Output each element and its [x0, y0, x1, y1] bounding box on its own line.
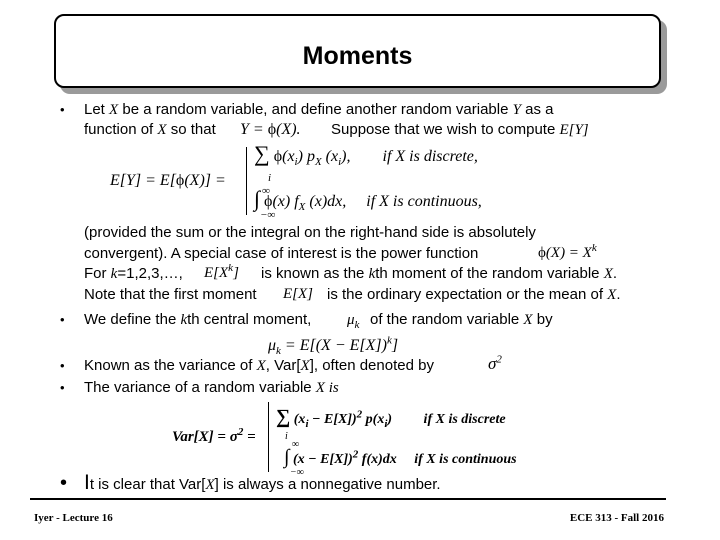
variance-integral-upper: ∞: [292, 439, 300, 450]
integral-upper-limit: ∞: [262, 185, 270, 197]
footer-right: ECE 313 - Fall 2016: [569, 512, 664, 524]
bullet: •: [60, 312, 65, 327]
paragraph-line-2: convergent). A special case of interest is the power function: [84, 245, 479, 262]
paragraph-line-4: Note that the first moment: [84, 286, 257, 303]
equation-central-moment: $\mu_k = E[(X - E[X])^k]$: [268, 334, 399, 358]
sum-index: i: [268, 172, 272, 184]
bullet: •: [60, 358, 65, 373]
equation-expectation-lhs: E[Y] = E[ϕ(X)] =: [110, 172, 226, 189]
equation-mu-k: $\mu_k$: [347, 312, 360, 331]
case-brace: [246, 147, 247, 215]
bullet-2-text: We define the kth central moment,: [84, 311, 312, 328]
equation-e-x: E[X]: [283, 286, 313, 302]
equation-variance-discrete: ∑ $(x_i - E[X])^2$ $p(x_i)$ if X is discrete: [276, 406, 506, 430]
bullet-3-text: Known as the variance of X, Var[X], often denoted by: [84, 357, 434, 374]
integral-lower-limit: −∞: [260, 209, 276, 221]
equation-continuous-case: ∫ ϕ(x) $f_X$ (x)dx, if X is continuous,: [254, 186, 482, 214]
bullet-1-line-2: function of X so that: [84, 121, 216, 138]
bullet: •: [60, 102, 65, 117]
variance-sum-index: i: [285, 431, 288, 442]
bullet-4-text: The variance of a random variable X is: [84, 379, 339, 396]
paragraph-line-3-end: is known as the kth moment of the random variable X.: [261, 265, 618, 282]
paragraph-line-1: (provided the sum or the integral on the right-hand side is absolutely: [84, 224, 536, 241]
bullet: •: [60, 380, 65, 395]
footer-left: Iyer - Lecture 16: [34, 512, 113, 524]
bullet-2-text-end: of the random variable X by: [370, 311, 553, 328]
slide-title: Moments: [302, 42, 413, 70]
bullet-1-line-1: Let X be a random variable, and define another random variable Y as a: [84, 101, 554, 118]
variance-case-brace: [268, 402, 269, 472]
paragraph-line-4-end: is the ordinary expectation or the mean of X.: [327, 286, 621, 303]
title-box: [54, 14, 661, 88]
equation-variance-continuous: ∫ $(x - E[X])^2$ f(x)dx if X is continuous: [284, 446, 517, 468]
bullet-1-line-2-end: Suppose that we wish to compute E[Y]: [331, 121, 589, 138]
variance-integral-lower: −∞: [290, 467, 304, 478]
equation-discrete-case: ∑ $\phi(x_i)$ $p_X$ $(x_i)$, if X is discrete,: [254, 141, 478, 169]
bullet-5-text: It is clear that Var[X] is always a nonnegative number.: [84, 471, 441, 494]
bullet: •: [60, 472, 68, 494]
equation-variance-lhs: $Var[X] = \sigma^2$ =: [172, 426, 256, 445]
equation-y-phi-x: Y = ϕ(X).: [240, 121, 301, 138]
equation-sigma-squared: $\sigma^2$: [488, 353, 502, 373]
footer-rule: [30, 498, 666, 500]
paragraph-line-3: For k=1,2,3,…,: [84, 265, 183, 282]
equation-power-function: $\phi(X) = X^k$: [538, 242, 597, 261]
equation-e-x-k: $E[X^k]$: [204, 262, 239, 281]
